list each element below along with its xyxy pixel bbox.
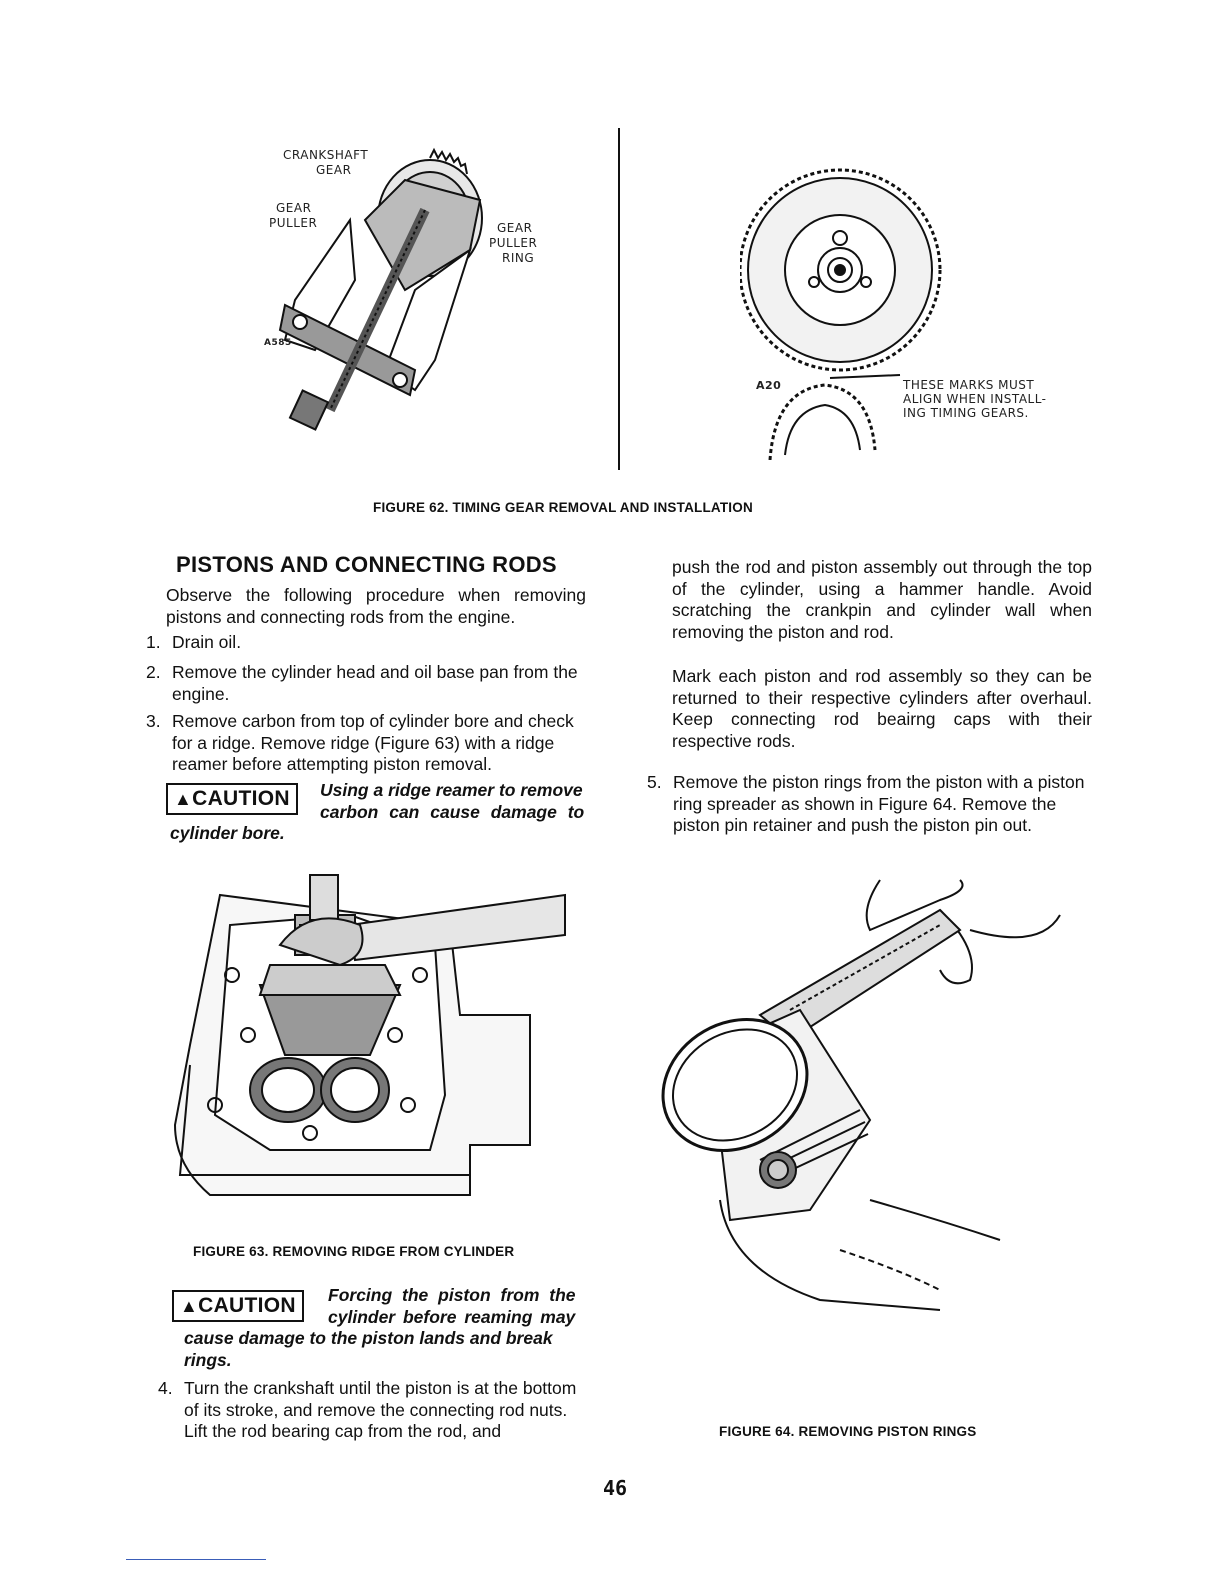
gear-puller-illustration — [255, 140, 585, 440]
label-crankshaft: CRANKSHAFT — [283, 148, 369, 162]
figure-62-caption: FIGURE 62. TIMING GEAR REMOVAL AND INSTALLATION — [373, 500, 753, 515]
label-puller: PULLER — [269, 216, 318, 230]
figure-code: A585 — [264, 338, 292, 348]
step-text: Turn the crankshaft until the piston is at the bottom of its stroke, and remove the connecting rod nuts. Lift the rod bearing cap from the rod, and — [184, 1378, 577, 1441]
label-marks-line2: ALIGN WHEN INSTALL- — [903, 392, 1047, 406]
step-1 — [146, 632, 586, 654]
label-ring: RING — [502, 251, 535, 265]
paragraph-mark-assembly: Mark each piston and rod assembly so they can be returned to their respective cylinders after overhaul. Keep connecting rod beairng caps with their respective rods. — [672, 666, 1092, 751]
step-text: Remove carbon from top of cylinder bore and check for a ridge. Remove ridge (Figure 63) with a ridge reamer before attempting piston removal. — [172, 711, 574, 774]
section-heading: PISTONS AND CONNECTING RODS — [176, 552, 557, 577]
step-text: Remove the cylinder head and oil base pan from the engine. — [172, 662, 578, 704]
step-5 — [647, 772, 1092, 838]
figure-divider — [618, 128, 620, 470]
label-gear: GEAR — [497, 221, 533, 235]
step-number: 5. — [647, 772, 662, 792]
piston-ring-spreader-illustration — [640, 870, 1070, 1330]
caution-1-text-line1: Using a ridge reamer to remove — [320, 780, 583, 800]
caution-badge — [172, 1290, 304, 1322]
warning-triangle-icon: ▲ — [180, 1296, 199, 1316]
label-gear: GEAR — [276, 201, 312, 215]
page-number: 46 — [603, 1476, 628, 1500]
step-number: 4. — [158, 1378, 173, 1398]
step-3 — [146, 711, 586, 777]
step-text: Drain oil. — [172, 632, 242, 652]
warning-triangle-icon: ▲ — [174, 789, 193, 809]
step-4 — [158, 1378, 594, 1444]
step-2 — [146, 662, 586, 706]
step-text: Remove the piston rings from the piston with a piston ring spreader as shown in Figure 64. Remove the piston pin retainer and push the piston pin out. — [673, 772, 1085, 835]
caution-1-text-line2: carbon can cause damage to — [320, 802, 585, 822]
label-gear: GEAR — [316, 163, 352, 177]
caution-badge — [166, 783, 298, 815]
caution-2-text-line1: Forcing the piston from the — [328, 1285, 576, 1305]
label-puller: PULLER — [489, 236, 538, 250]
caution-label: CAUTION — [198, 1294, 296, 1317]
label-marks-line3: ING TIMING GEARS. — [903, 406, 1029, 420]
paragraph-push-rod: push the rod and piston assembly out through the top of the cylinder, using a hammer handle. Avoid scratching the crankpin and cylinder wall when removing the piston and rod. — [672, 557, 1092, 642]
footer-rule — [126, 1559, 266, 1560]
label-marks-line1: THESE MARKS MUST — [903, 378, 1035, 392]
step-number: 3. — [146, 711, 161, 731]
caution-1-text-line3: cylinder bore. — [170, 823, 285, 843]
cylinder-ridge-illustration — [170, 865, 570, 1205]
step-number: 2. — [146, 662, 161, 682]
caution-2-text-line2: cylinder before reaming may — [328, 1307, 576, 1327]
intro-paragraph: Observe the following procedure when removing pistons and connecting rods from the engine. — [166, 585, 586, 627]
caution-label: CAUTION — [192, 787, 290, 810]
figure-code: A20 — [756, 379, 782, 392]
figure-64-caption: FIGURE 64. REMOVING PISTON RINGS — [719, 1424, 977, 1439]
figure-63-caption: FIGURE 63. REMOVING RIDGE FROM CYLINDER — [193, 1244, 515, 1259]
caution-2-text-line3: cause damage to the piston lands and break rings. — [184, 1328, 553, 1370]
step-number: 1. — [146, 632, 161, 652]
